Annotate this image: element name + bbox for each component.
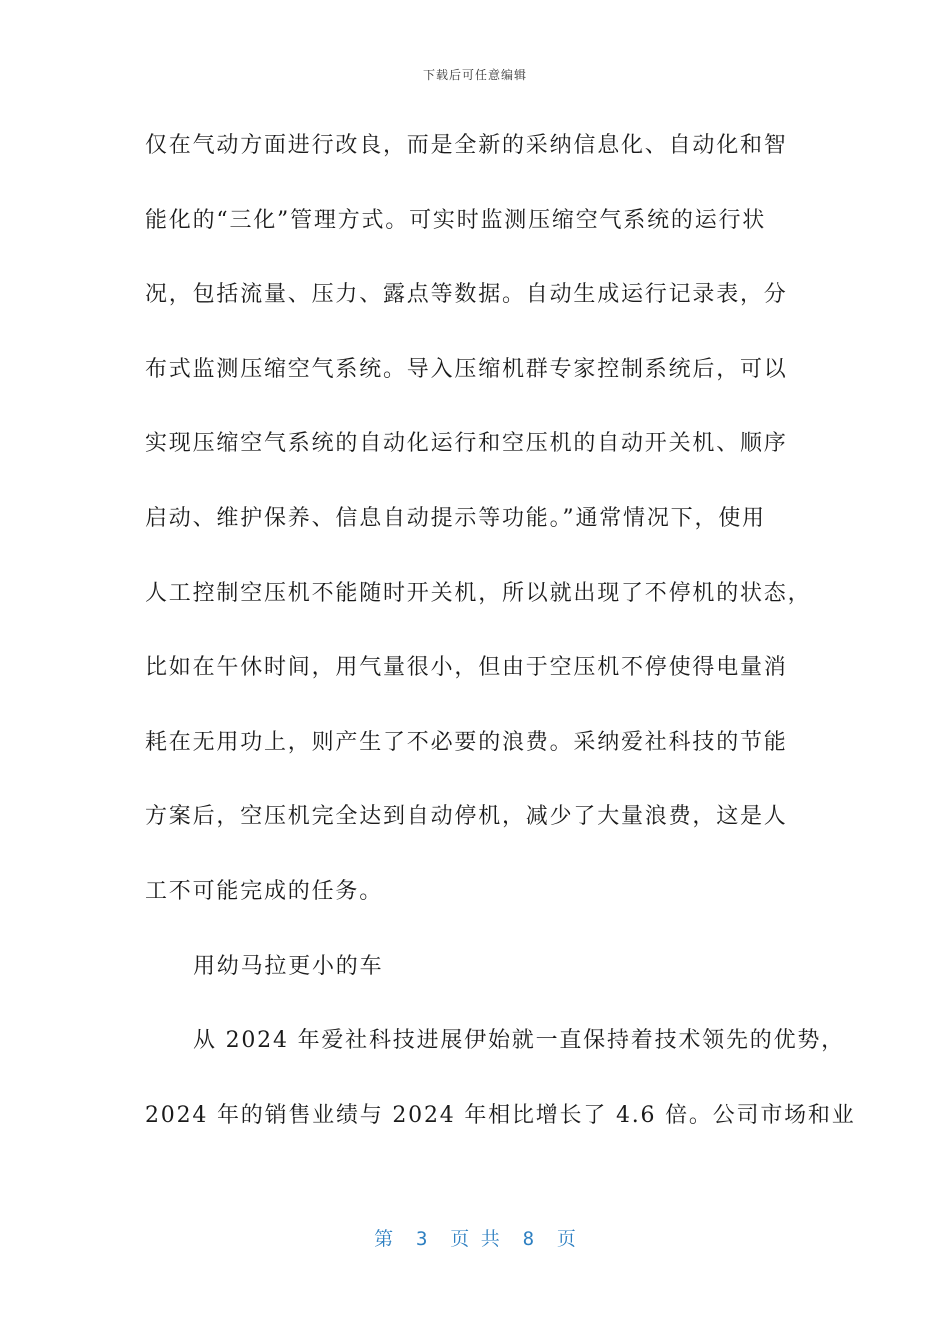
text-line: 从 2024 年爱社科技进展伊始就一直保持着技术领先的优势， xyxy=(193,1028,845,1054)
text-line: 布式监测压缩空气系统。导入压缩机群专家控制系统后，可以 xyxy=(145,356,788,382)
text-line: 耗在无用功上，则产生了不必要的浪费。采纳爱社科技的节能 xyxy=(145,729,788,755)
page-number-footer: 第 3 页 共 8 页 xyxy=(374,1228,576,1250)
text-line: 启动、维护保养、信息自动提示等功能。”通常情况下，使用 xyxy=(145,505,766,531)
text-line: 比如在午休时间，用气量很小，但由于空压机不停使得电量消 xyxy=(145,655,788,681)
text-line: 人工控制空压机不能随时开关机，所以就出现了不停机的状态， xyxy=(145,580,812,606)
page-header-note: 下载后可任意编辑 xyxy=(422,68,527,82)
document-body xyxy=(145,124,856,1168)
section-heading: 用幼马拉更小的车 xyxy=(193,953,384,979)
text-line: 2024 年的销售业绩与 2024 年相比增长了 4.6 倍。公司市场和业 xyxy=(145,1102,856,1128)
text-line: 况，包括流量、压力、露点等数据。自动生成运行记录表，分 xyxy=(145,282,788,308)
text-line: 工不可能完成的任务。 xyxy=(145,878,384,904)
text-line: 能化的“三化”管理方式。可实时监测压缩空气系统的运行状 xyxy=(145,207,767,233)
text-line: 仅在气动方面进行改良，而是全新的采纳信息化、自动化和智 xyxy=(145,133,788,158)
text-line: 实现压缩空气系统的自动化运行和空压机的自动开关机、顺序 xyxy=(145,431,788,457)
text-line: 方案后，空压机完全达到自动停机，减少了大量浪费，这是人 xyxy=(145,804,788,830)
